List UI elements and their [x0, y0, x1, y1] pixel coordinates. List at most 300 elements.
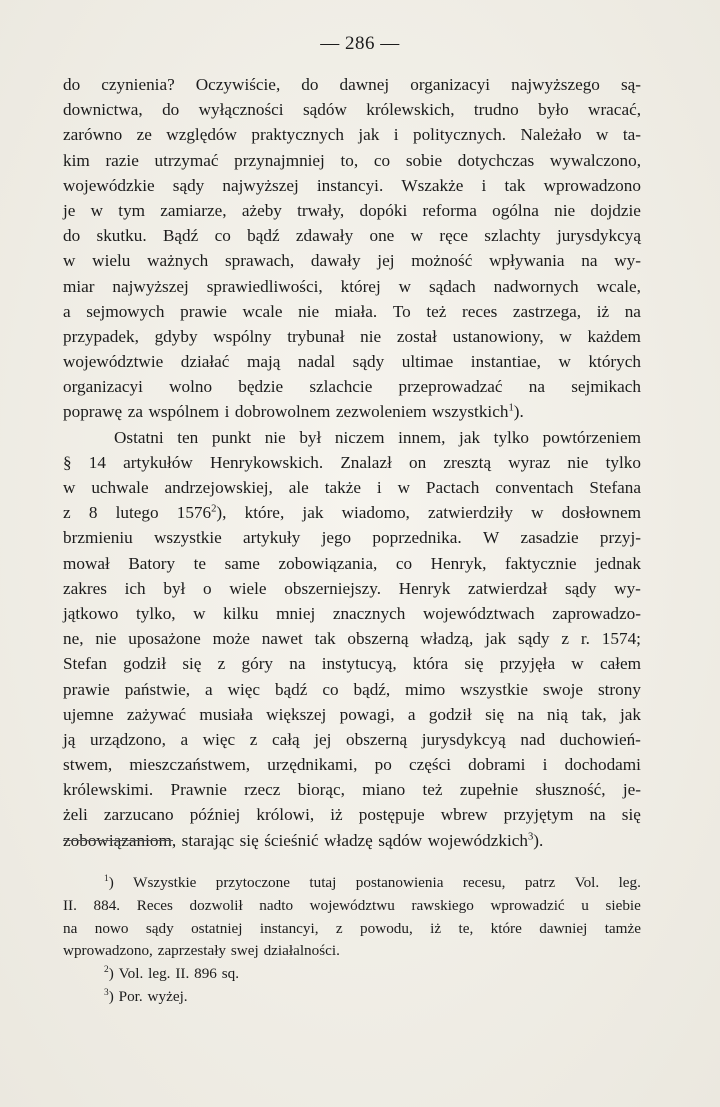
text-line — [63, 651, 641, 676]
word: ne, — [63, 629, 84, 649]
text-line — [63, 374, 641, 399]
word: z — [249, 729, 258, 749]
word: tak — [504, 175, 526, 195]
footnote-reference: 3 — [527, 830, 534, 842]
word: w — [63, 478, 76, 497]
word: iż — [596, 301, 610, 321]
word: Stefan — [63, 654, 107, 674]
footnote-line — [63, 895, 641, 918]
word: wojewódzkie — [63, 175, 155, 195]
word: całą — [272, 729, 300, 749]
word: które — [490, 919, 522, 937]
word: ogólna — [492, 200, 539, 220]
word: instytucyą, — [321, 654, 397, 674]
word: zarówno — [63, 125, 123, 145]
word: wolno — [169, 377, 213, 397]
footnote-marker: 2 — [104, 965, 109, 976]
word: Pactach — [425, 478, 480, 497]
word: 14 — [88, 452, 106, 472]
word: zastrzega, — [512, 301, 582, 321]
word: musiała — [199, 704, 253, 724]
word: wprowadzić — [490, 896, 565, 914]
word: w — [571, 654, 584, 674]
word: sądy — [564, 578, 597, 598]
word: Ostatni — [114, 427, 164, 447]
word: wspólny — [213, 326, 272, 346]
word: i — [542, 755, 548, 775]
text-line — [63, 702, 641, 727]
word: brzmieniu — [63, 528, 133, 548]
word: ją — [63, 729, 76, 749]
word: ujemne — [63, 704, 114, 724]
word: przynajmniej — [234, 150, 325, 170]
word: je- — [622, 780, 641, 800]
word: godził — [428, 704, 472, 724]
word: uposażone — [128, 629, 201, 649]
word: jątkowo — [63, 603, 119, 623]
word: Reces — [136, 896, 173, 914]
word: tamże — [604, 919, 641, 937]
word: wszystkie — [460, 679, 528, 699]
word: sądy — [145, 919, 174, 937]
word: części — [409, 755, 451, 775]
word: 1576$^2$), — [176, 503, 227, 523]
word: władzę — [324, 830, 373, 850]
word: w — [193, 603, 206, 623]
word: będzie — [238, 377, 284, 397]
word: wcale, — [596, 276, 641, 296]
word: w — [559, 326, 572, 346]
word: tylko — [605, 452, 641, 472]
word: przyjęła — [499, 654, 556, 674]
text-line — [63, 475, 641, 500]
word: Oczywiście, — [195, 75, 281, 94]
word: jej — [377, 251, 395, 271]
word: względów — [166, 125, 237, 145]
word: województwie — [63, 352, 164, 372]
word: jak — [485, 629, 507, 649]
word: żeli — [63, 805, 88, 825]
word: królewskich, — [366, 100, 455, 120]
word: r. — [580, 629, 590, 649]
word: II. — [63, 896, 77, 914]
word: niczem — [334, 427, 385, 447]
word: w — [397, 478, 410, 497]
word: dawnej — [339, 75, 390, 94]
word: miano — [362, 780, 406, 800]
word: obszerną — [346, 729, 408, 749]
word: najwyższej — [112, 276, 189, 296]
text-line — [63, 727, 641, 752]
word: To — [392, 301, 411, 321]
text-line — [63, 802, 641, 827]
word: gdyby — [154, 326, 198, 346]
word: Bądź — [162, 226, 199, 246]
word: kim — [63, 150, 90, 170]
footnote-line — [63, 940, 641, 963]
word: dochodami — [564, 755, 641, 775]
word: i — [481, 175, 487, 195]
word: bądź, — [353, 679, 391, 699]
word: dobrowolnem — [234, 402, 331, 422]
word: najwyższej — [222, 175, 299, 195]
word: prawie — [180, 301, 227, 321]
word: razie — [105, 150, 139, 170]
word: Stefana — [589, 478, 641, 497]
word: mował — [63, 553, 110, 573]
word: z — [63, 503, 71, 523]
word: później — [189, 805, 241, 825]
word: się — [485, 704, 505, 724]
text-line — [63, 324, 641, 349]
word: tym — [118, 200, 146, 220]
word: i — [224, 402, 230, 422]
word: jurysdykcyą — [421, 729, 506, 749]
word: andrzejowskiej, — [164, 478, 273, 497]
word: urządzono, — [90, 729, 166, 749]
word: na — [624, 301, 641, 321]
word: trwały, — [297, 200, 345, 220]
word: rawskiego — [411, 896, 474, 914]
word: bądź — [274, 679, 308, 699]
text-line — [63, 626, 641, 651]
word: wyżej. — [147, 987, 188, 1005]
text-line — [63, 97, 641, 122]
word: powtórzeniem — [542, 427, 641, 447]
word: ten — [177, 427, 199, 447]
word: nie — [264, 427, 286, 447]
word: przyjętym — [503, 805, 574, 825]
word: jego — [321, 528, 352, 548]
word: iż — [430, 919, 442, 937]
word: więc — [227, 679, 261, 699]
word: jednak — [595, 553, 641, 573]
word: iż — [330, 805, 343, 825]
word: państwie, — [124, 679, 191, 699]
word: mimo — [405, 679, 446, 699]
word: $^1$) — [104, 873, 114, 891]
word: wszystkie — [153, 528, 222, 548]
word: przeprowadzać — [398, 377, 503, 397]
word: wspólnem — [148, 402, 220, 422]
word: został — [396, 326, 437, 346]
word: królewskimi. — [63, 780, 154, 800]
word: prawie — [63, 679, 110, 699]
word: działać — [180, 352, 230, 372]
footnote-line — [63, 963, 641, 986]
word: organizacyi — [63, 377, 143, 397]
word: wcale — [242, 301, 283, 321]
word: Batory — [128, 553, 176, 573]
word: swoje — [542, 679, 584, 699]
word: się — [239, 830, 259, 850]
word: Por. — [118, 987, 143, 1005]
word: nie — [567, 452, 589, 472]
word: zdawały — [295, 226, 354, 246]
word: skutku. — [96, 226, 147, 246]
text-line — [63, 551, 641, 576]
word: wracać, — [588, 100, 641, 120]
word: był — [299, 427, 322, 447]
word: powodu, — [360, 919, 413, 937]
word: Wszystkie — [133, 874, 197, 891]
word: sejmikach — [571, 377, 641, 397]
word: do — [63, 75, 81, 94]
text-line — [63, 500, 641, 525]
word: dozwolił — [189, 896, 243, 914]
word: ręce — [439, 226, 468, 246]
word: a — [63, 301, 71, 321]
text-line — [63, 425, 641, 450]
word: $^3$) — [104, 987, 114, 1005]
word: W — [482, 528, 500, 548]
word: jak — [619, 704, 641, 724]
word: strony — [597, 679, 641, 699]
word: zasadzie — [520, 528, 579, 548]
word: siebie — [605, 896, 641, 914]
word: w — [558, 352, 571, 372]
word: godził — [123, 654, 167, 674]
word: sądów — [378, 830, 423, 850]
word: 896 — [194, 965, 217, 983]
word: Henryk, — [430, 553, 487, 573]
word: województwach — [422, 603, 535, 623]
word: wprowadzono, — [63, 942, 153, 960]
word: leg. — [618, 874, 641, 891]
word: się — [464, 654, 484, 674]
word: ale — [288, 478, 309, 497]
word: czynienia? — [101, 75, 175, 94]
word: się — [621, 805, 641, 825]
word: miała. — [334, 301, 378, 321]
word: także — [324, 478, 361, 497]
word: zaprzestały — [157, 942, 227, 960]
text-line — [63, 274, 641, 299]
word: wy- — [614, 251, 641, 271]
word: punkt — [211, 427, 252, 447]
word: które, — [244, 503, 285, 523]
word: o — [203, 578, 212, 598]
word: sądów — [302, 100, 347, 120]
text-line — [63, 450, 641, 475]
word: zaprowadzo- — [552, 603, 641, 623]
word: sprawach, — [224, 251, 295, 271]
word: starając — [181, 830, 235, 850]
word: wiele — [229, 578, 267, 598]
word: sądy — [172, 175, 205, 195]
word: downictwa, — [63, 100, 143, 120]
main-text — [63, 72, 641, 853]
word: do — [63, 226, 81, 246]
word: one — [369, 226, 395, 246]
text-line — [63, 173, 641, 198]
word: 1574; — [601, 629, 641, 649]
word: wywalczono, — [549, 150, 641, 170]
word: się — [182, 654, 202, 674]
word: sq. — [221, 965, 240, 983]
text-line — [63, 148, 641, 173]
word: i — [393, 125, 399, 145]
word: jej — [314, 729, 332, 749]
word: tak, — [581, 704, 607, 724]
word: ostatniej — [191, 919, 243, 937]
text-line — [63, 777, 641, 802]
word: po — [374, 755, 392, 775]
word: patrz — [524, 874, 556, 891]
word: jak — [302, 503, 324, 523]
text-line — [63, 349, 641, 374]
word: stwem, — [63, 755, 113, 775]
word: organizacyi — [410, 75, 491, 94]
word: instancyi. — [316, 175, 384, 195]
word: przypadek, — [63, 326, 139, 346]
word: politycznych. — [412, 125, 507, 145]
word: na — [528, 377, 546, 397]
word: zarzucano — [103, 805, 174, 825]
word: dopóki — [359, 200, 408, 220]
word: znacznych — [332, 603, 406, 623]
word: co — [214, 226, 231, 246]
word: nadto — [259, 896, 294, 914]
word: więc — [202, 729, 236, 749]
word: same — [224, 553, 260, 573]
word: sejmowych — [86, 301, 165, 321]
word: na — [589, 805, 606, 825]
word: których — [588, 352, 641, 372]
word: ta- — [622, 125, 641, 145]
word: lutego — [115, 503, 159, 523]
word: ultimae — [401, 352, 454, 372]
word: reces — [461, 301, 498, 321]
word: zażywać — [126, 704, 187, 724]
word: instantiae, — [470, 352, 541, 372]
word: praktycznych — [251, 125, 344, 145]
word: nie — [95, 629, 117, 649]
word: Henrykowskich. — [210, 452, 324, 472]
word: nią — [547, 704, 569, 724]
word: większej — [266, 704, 327, 724]
word: w — [63, 251, 76, 271]
word: wyłączności — [198, 100, 284, 120]
word: dobrami — [468, 755, 526, 775]
footnote-reference: 2 — [211, 503, 217, 515]
text-line — [63, 399, 641, 424]
word: wojewódzkich$^3$). — [427, 830, 544, 850]
word: § — [63, 452, 72, 472]
word: wszystkich$^1$). — [432, 402, 524, 422]
word: przytoczone — [215, 874, 290, 891]
word: są- — [620, 75, 641, 94]
word: której — [340, 276, 381, 296]
word: on — [409, 452, 427, 472]
word: II. — [175, 965, 190, 983]
word: poprawę — [63, 402, 123, 422]
word: wpływania — [489, 251, 565, 271]
word: która — [412, 654, 449, 674]
word: szlachcie — [309, 377, 373, 397]
word: tutaj — [309, 874, 337, 891]
word: za — [127, 402, 143, 422]
word: miar — [63, 276, 95, 296]
word: Henryk — [398, 578, 451, 598]
word: nawet — [261, 629, 303, 649]
word: tak — [314, 629, 336, 649]
word: na — [63, 919, 78, 937]
word: przyj- — [599, 528, 641, 548]
word: nie — [298, 301, 320, 321]
word: zatwierdziły — [428, 503, 513, 523]
word: $^2$) — [104, 965, 114, 983]
word: mają — [246, 352, 281, 372]
word: w — [531, 503, 544, 523]
word: a — [407, 704, 416, 724]
word: nad — [520, 729, 546, 749]
word: zakres — [63, 578, 107, 598]
word: może — [212, 629, 250, 649]
word: królowi, — [256, 805, 315, 825]
word: wyraz — [508, 452, 551, 472]
word: dojdzie — [590, 200, 641, 220]
word: zobowiązaniom, — [63, 830, 177, 850]
word: szlachty — [484, 226, 541, 246]
word: zatwierdzał — [468, 578, 548, 598]
word: do — [162, 100, 180, 120]
word: wy- — [614, 578, 641, 598]
word: reforma — [422, 200, 477, 220]
text-line — [63, 72, 641, 97]
word: zobowiązania, — [278, 553, 378, 573]
word: nadal — [297, 352, 336, 372]
word: Znalazł — [340, 452, 392, 472]
word: duchowień- — [559, 729, 641, 749]
word: w — [595, 125, 609, 145]
word: tylko, — [135, 603, 176, 623]
footnote-marker: 3 — [104, 987, 109, 998]
word: mieszczaństwem, — [129, 755, 251, 775]
word: biorąc, — [297, 780, 345, 800]
word: poprzednika. — [372, 528, 462, 548]
word: na — [581, 251, 598, 271]
word: utrzymać — [154, 150, 219, 170]
word: też — [422, 780, 443, 800]
footnote-rule — [63, 840, 173, 841]
word: nowo — [94, 919, 129, 937]
footnote-line — [63, 918, 641, 941]
word: leg. — [148, 965, 171, 983]
text-line — [63, 752, 641, 777]
word: góry — [241, 654, 274, 674]
word: obszerną — [347, 629, 409, 649]
word: zresztą — [443, 452, 492, 472]
text-line — [63, 525, 641, 550]
text-line — [63, 601, 641, 626]
text-line — [63, 198, 641, 223]
word: sądy — [518, 629, 550, 649]
text-line — [63, 223, 641, 248]
word: co — [373, 150, 391, 170]
word: innem, — [398, 427, 446, 447]
text-line — [63, 122, 641, 147]
word: bądź — [247, 226, 280, 246]
word: nie — [360, 326, 382, 346]
word: nadwornych — [493, 276, 579, 296]
word: te, — [458, 919, 474, 937]
word: Vol. — [574, 874, 600, 891]
footnote-reference: 1 — [508, 402, 514, 414]
word: też — [426, 301, 447, 321]
word: działalności. — [263, 942, 340, 960]
word: do — [301, 75, 319, 94]
